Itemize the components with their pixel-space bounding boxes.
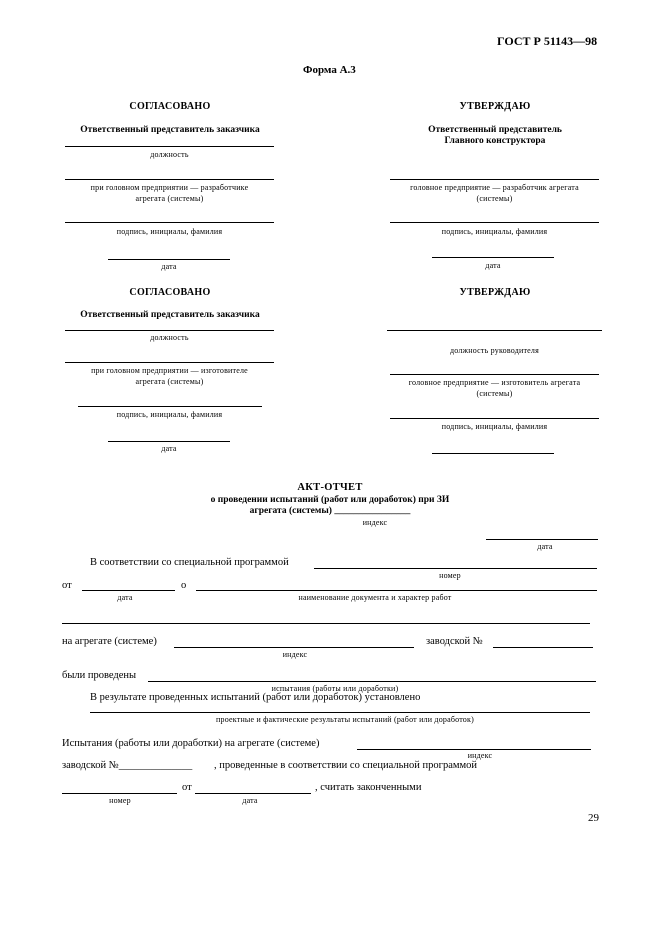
program-text: В соответствии со специальной программой	[90, 557, 289, 568]
act-title: АКТ-ОТЧЕТ	[297, 482, 363, 493]
position-caption: должность	[150, 150, 189, 159]
from-label-2: от	[182, 782, 192, 793]
document-name-line[interactable]	[196, 590, 597, 591]
date-line[interactable]	[432, 453, 554, 454]
results-caption: проектные и фактические результаты испытаний (работ или доработок)	[216, 715, 474, 724]
considered-complete-text: , считать законченными	[315, 782, 422, 793]
enterprise-line[interactable]	[390, 374, 599, 375]
manager-position-caption: должность руководителя	[450, 346, 539, 355]
signature-line[interactable]	[65, 222, 274, 223]
unit-index-line[interactable]	[174, 647, 414, 648]
serial-number-field-2[interactable]: заводской №______________	[62, 760, 193, 771]
date-caption: дата	[161, 444, 177, 453]
program-date-caption-2: дата	[242, 796, 258, 805]
act-subtitle-1: о проведении испытаний (работ или доработок) при ЗИ	[210, 495, 450, 505]
enterprise-caption: головное предприятие — разработчик агрегата	[410, 183, 579, 192]
date-line[interactable]	[432, 257, 554, 258]
conducted-per-program-text: , проведенные в соответствии со специальной программой	[214, 760, 478, 771]
date-line[interactable]	[108, 259, 230, 260]
unit-index-caption-2: индекс	[467, 751, 493, 760]
left-heading-2: СОГЛАСОВАНО	[129, 287, 211, 298]
act-date-caption: дата	[537, 542, 553, 551]
enterprise-caption-2: (системы)	[476, 194, 513, 203]
on-unit-label: на агрегате (системе)	[62, 636, 157, 647]
results-text: В результате проведенных испытаний (работ или доработок) установлено	[90, 692, 421, 703]
act-date-line[interactable]	[486, 539, 598, 540]
enterprise-caption-2: агрегата (системы)	[135, 194, 204, 203]
enterprise-line[interactable]	[390, 179, 599, 180]
left-heading-1: СОГЛАСОВАНО	[129, 101, 211, 112]
tests-type-line[interactable]	[148, 681, 596, 682]
position-caption: должность	[150, 333, 189, 342]
enterprise-caption: при головном предприятии — изготовителе	[91, 366, 248, 375]
document-name-caption: наименование документа и характер работ	[298, 593, 452, 602]
serial-number-label: заводской №	[426, 636, 483, 647]
program-number-line-2[interactable]	[62, 793, 177, 794]
date-caption: дата	[161, 262, 177, 271]
tests-on-unit-text: Испытания (работы или доработки) на агрегате (системе)	[62, 738, 320, 749]
right-subtitle-1b: Главного конструктора	[444, 136, 546, 146]
standard-number: ГОСТ Р 51143—98	[497, 34, 598, 48]
right-subtitle-1a: Ответственный представитель	[428, 125, 562, 135]
position-line[interactable]	[65, 146, 274, 147]
unit-index-caption: индекс	[282, 650, 308, 659]
from-date-caption: дата	[117, 593, 133, 602]
serial-number-line[interactable]	[493, 647, 593, 648]
signature-caption: подпись, инициалы, фамилия	[116, 410, 223, 419]
unit-index-line-2[interactable]	[357, 749, 591, 750]
enterprise-caption: головное предприятие — изготовитель агрегата	[408, 378, 581, 387]
signature-line[interactable]	[390, 418, 599, 419]
enterprise-caption-2: агрегата (системы)	[135, 377, 204, 386]
enterprise-caption: при головном предприятии — разработчике	[90, 183, 249, 192]
date-caption: дата	[485, 261, 501, 270]
right-heading-2: УТВЕРЖДАЮ	[459, 287, 531, 298]
enterprise-line[interactable]	[65, 179, 274, 180]
results-line[interactable]	[90, 712, 590, 713]
program-number-caption: номер	[439, 571, 461, 580]
signature-line[interactable]	[390, 222, 599, 223]
signature-caption: подпись, инициалы, фамилия	[441, 227, 548, 236]
program-number-caption-2: номер	[109, 796, 131, 805]
form-title: Форма А.3	[303, 64, 356, 76]
signature-caption: подпись, инициалы, фамилия	[441, 422, 548, 431]
date-line[interactable]	[108, 441, 230, 442]
from-label: от	[62, 580, 72, 591]
enterprise-line[interactable]	[65, 362, 274, 363]
about-label: о	[181, 580, 187, 591]
from-date-line[interactable]	[82, 590, 175, 591]
document-continuation-line[interactable]	[62, 623, 590, 624]
tests-type-caption: испытания (работы или доработки)	[271, 684, 399, 693]
position-line[interactable]	[65, 330, 274, 331]
were-conducted-label: были проведены	[62, 670, 137, 681]
left-subtitle-1: Ответственный представитель заказчика	[80, 125, 260, 135]
right-heading-1: УТВЕРЖДАЮ	[459, 101, 531, 112]
manager-position-line[interactable]	[387, 330, 602, 331]
signature-caption: подпись, инициалы, фамилия	[116, 227, 223, 236]
act-index-caption: индекс	[362, 518, 388, 527]
enterprise-caption-2: (системы)	[476, 389, 513, 398]
left-subtitle-2: Ответственный представитель заказчика	[80, 310, 260, 320]
program-date-line-2[interactable]	[195, 793, 311, 794]
page-number: 29	[588, 812, 599, 824]
program-number-line[interactable]	[314, 568, 597, 569]
act-subtitle-2: агрегата (системы) ________________	[249, 506, 411, 516]
signature-line[interactable]	[78, 406, 262, 407]
